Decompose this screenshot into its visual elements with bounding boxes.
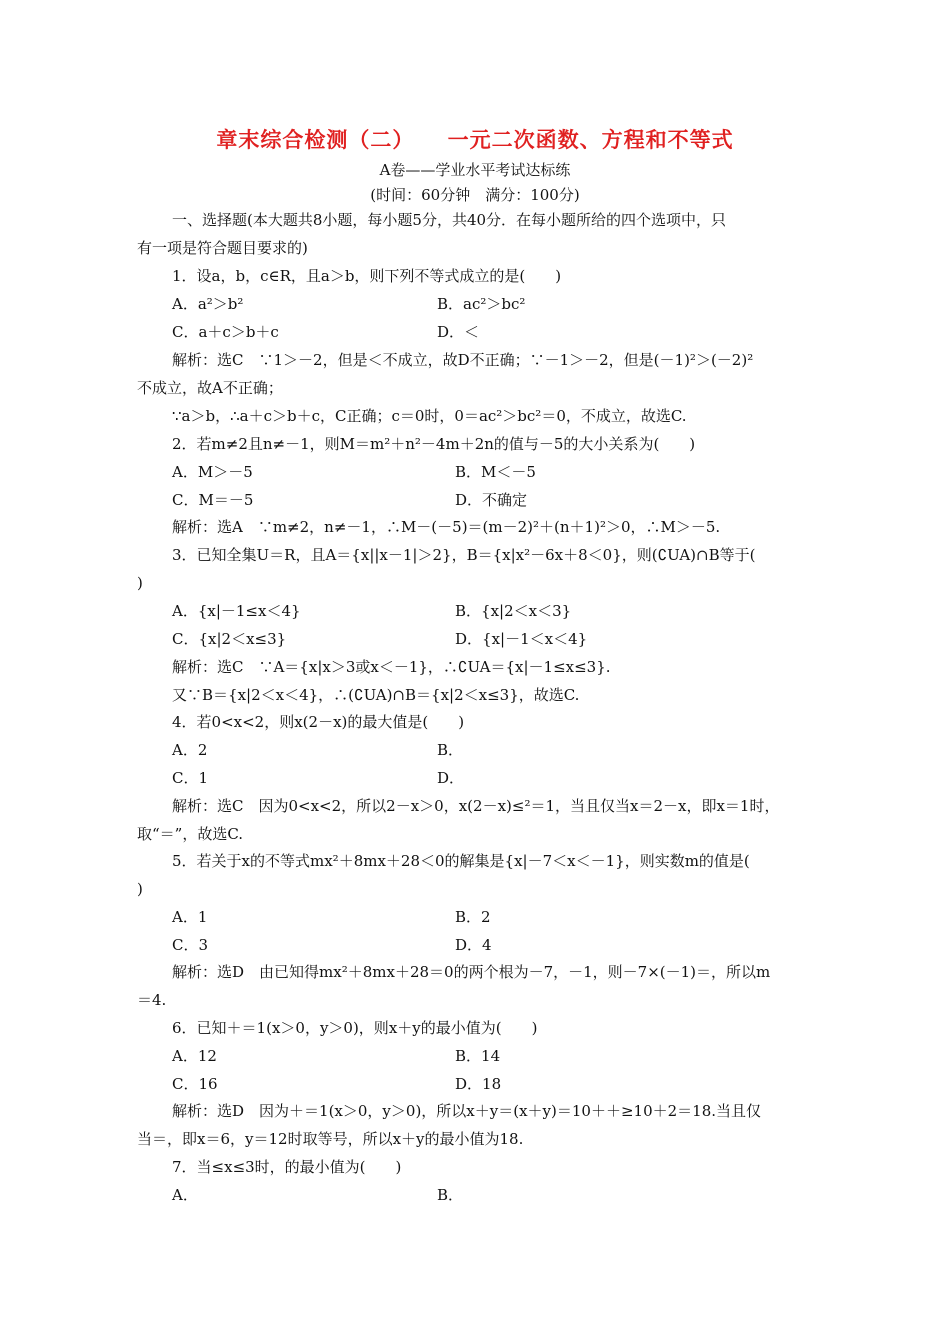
- q5-solution: 解析：选D 由已知得mx²＋8mx＋28＝0的两个根为－7，－1，则－7×(－1)＝，所以m: [172, 963, 771, 981]
- section-heading-cont: 有一项是符合题目要求的): [137, 239, 308, 257]
- q1-option-c: C．a＋c＞b＋c: [172, 323, 279, 341]
- q5-option-c: C．3: [172, 936, 209, 954]
- q2-option-a: A．M＞－5: [172, 463, 253, 481]
- q6-option-c: C．16: [172, 1075, 218, 1093]
- question-2-stem: 2．若m≠2且n≠－1，则M＝m²＋n²－4m＋2n的值与－5的大小关系为( ): [172, 435, 696, 453]
- q5-option-d: D．4: [455, 936, 492, 954]
- q1-option-a: A．a²＞b²: [172, 295, 244, 313]
- q2-option-b: B．M＜－5: [455, 463, 536, 481]
- question-1-stem: 1．设a，b，c∈R，且a＞b，则下列不等式成立的是( ): [172, 267, 562, 285]
- q2-option-d: D．不确定: [455, 491, 528, 509]
- q5-option-a: A．1: [172, 908, 208, 926]
- question-3-stem-cont: ): [137, 574, 143, 592]
- q1-solution: 解析：选C ∵1＞－2，但是＜不成立，故D不正确；∵－1＞－2，但是(－1)²＞(－2)²: [172, 351, 754, 369]
- q7-option-a: A．: [172, 1186, 198, 1204]
- question-3-stem: 3．已知全集U＝R，且A＝{x||x－1|＞2}，B＝{x|x²－6x＋8＜0}，则(∁UA)∩B等于(: [172, 546, 756, 564]
- subtitle: A卷——学业水平考试达标练: [379, 161, 571, 179]
- q1-solution-cont2: ∵a＞b，∴a＋c＞b＋c，C正确；c＝0时，0＝ac²＞bc²＝0，不成立，故选C.: [172, 407, 687, 425]
- q2-option-c: C．M＝－5: [172, 491, 254, 509]
- q6-solution: 解析：选D 因为＋＝1(x＞0，y＞0)，所以x＋y＝(x＋y)＝10＋＋≥10＋2＝18.当且仅: [172, 1102, 762, 1120]
- question-6-stem: 6．已知＋＝1(x＞0，y＞0)，则x＋y的最小值为( ): [172, 1019, 538, 1037]
- q6-option-d: D．18: [455, 1075, 502, 1093]
- q4-option-d: D．: [437, 769, 465, 787]
- q5-solution-cont: ＝4.: [137, 991, 167, 1009]
- q6-option-a: A．12: [172, 1047, 217, 1065]
- q1-option-d: D．＜: [437, 323, 480, 341]
- q3-option-a: A．{x|－1≤x＜4}: [172, 602, 301, 620]
- q7-option-b: B．: [437, 1186, 464, 1204]
- q4-option-a: A．2: [172, 741, 208, 759]
- question-5-stem-cont: ): [137, 880, 143, 898]
- q3-option-b: B．{x|2＜x＜3}: [455, 602, 572, 620]
- q6-solution-cont: 当＝，即x＝6，y＝12时取等号，所以x＋y的最小值为18.: [137, 1130, 524, 1148]
- page-title: 章末综合检测（二） 一元二次函数、方程和不等式: [216, 128, 734, 152]
- q3-option-c: C．{x|2＜x≤3}: [172, 630, 287, 648]
- q4-option-b: B．: [437, 741, 464, 759]
- q4-option-c: C．1: [172, 769, 209, 787]
- q4-solution: 解析：选C 因为0<x<2，所以2－x＞0，x(2－x)≤²＝1，当且仅当x＝2－x，即x＝1时，: [172, 797, 780, 815]
- q3-solution-cont: 又∵B＝{x|2＜x＜4}，∴(∁UA)∩B＝{x|2＜x≤3}，故选C.: [172, 686, 580, 704]
- q1-option-b: B．ac²＞bc²: [437, 295, 526, 313]
- q4-solution-cont: 取“＝”，故选C.: [137, 825, 244, 843]
- q1-solution-cont: 不成立，故A不正确；: [137, 379, 283, 397]
- q5-option-b: B．2: [455, 908, 491, 926]
- time-info: (时间：60分钟 满分：100分): [370, 186, 580, 204]
- q3-option-d: D．{x|－1＜x＜4}: [455, 630, 588, 648]
- question-5-stem: 5．若关于x的不等式mx²＋8mx＋28＜0的解集是{x|－7＜x＜－1}，则实数m的值是(: [172, 852, 750, 870]
- question-7-stem: 7．当≤x≤3时，的最小值为( ): [172, 1158, 402, 1176]
- section-heading: 一、选择题(本大题共8小题，每小题5分，共40分．在每小题所给的四个选项中，只: [172, 211, 727, 229]
- question-4-stem: 4．若0<x<2，则x(2－x)的最大值是( ): [172, 713, 465, 731]
- q3-solution: 解析：选C ∵A＝{x|x＞3或x＜－1}，∴∁UA＝{x|－1≤x≤3}.: [172, 658, 611, 676]
- q2-solution: 解析：选A ∵m≠2，n≠－1，∴M－(－5)＝(m－2)²＋(n＋1)²＞0，∴M＞－5.: [172, 518, 721, 536]
- q6-option-b: B．14: [455, 1047, 501, 1065]
